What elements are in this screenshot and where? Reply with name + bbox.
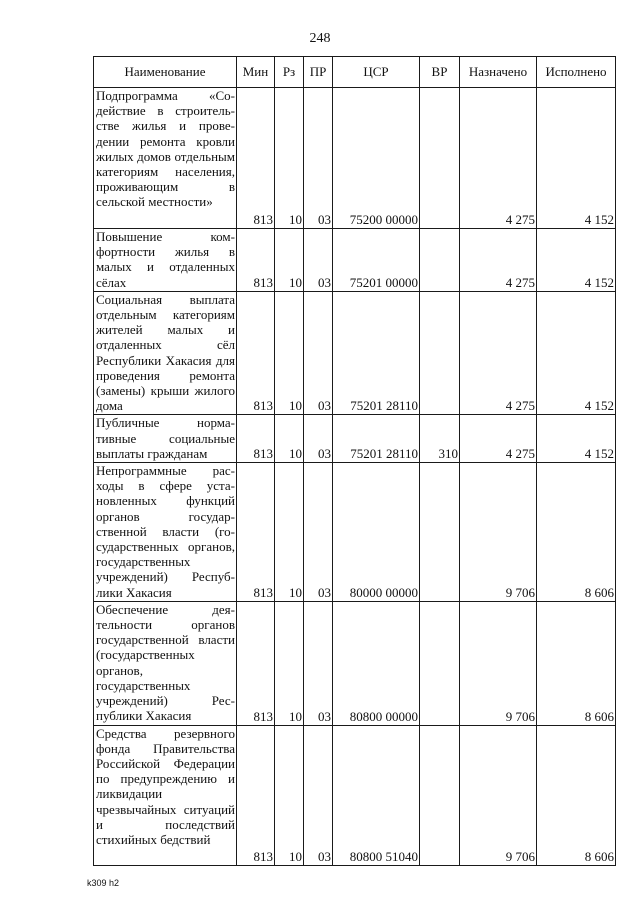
row-csr: 75201 00000 xyxy=(333,229,420,292)
row-min: 813 xyxy=(237,463,275,602)
row-csr: 75201 28110 xyxy=(333,291,420,415)
footer-code: k309 h2 xyxy=(87,878,120,888)
row-vr xyxy=(420,463,460,602)
row-min: 813 xyxy=(237,725,275,865)
row-csr: 75200 00000 xyxy=(333,88,420,229)
row-rz: 10 xyxy=(275,88,304,229)
page-number: 248 xyxy=(309,31,331,46)
row-vr xyxy=(420,725,460,865)
row-pr: 03 xyxy=(304,415,333,463)
row-vr xyxy=(420,291,460,415)
row-pr: 03 xyxy=(304,463,333,602)
row-csr: 80800 00000 xyxy=(333,601,420,725)
table-row xyxy=(94,725,616,865)
row-assigned: 4 275 xyxy=(460,229,537,292)
row-assigned: 9 706 xyxy=(460,601,537,725)
row-rz: 10 xyxy=(275,291,304,415)
table-row xyxy=(94,88,616,229)
table-row xyxy=(94,415,616,463)
row-assigned: 4 275 xyxy=(460,88,537,229)
row-assigned: 9 706 xyxy=(460,463,537,602)
row-name: Публичные нормативные социальные выплаты гражданам xyxy=(94,415,237,463)
row-min: 813 xyxy=(237,415,275,463)
row-rz: 10 xyxy=(275,463,304,602)
header-rz: Рз xyxy=(275,57,304,88)
row-assigned: 4 275 xyxy=(460,415,537,463)
header-min: Мин xyxy=(237,57,275,88)
row-pr: 03 xyxy=(304,725,333,865)
row-vr xyxy=(420,88,460,229)
row-name: Повышение комфортности жилья в малых и отдаленных сёлах xyxy=(94,229,237,292)
row-name: Непрограммные расходы в сфере установленных функций органов государственной власти (государственных органов, государственных учреждений) Республики Хакасия xyxy=(94,463,237,602)
row-min: 813 xyxy=(237,601,275,725)
header-executed: Исполнено xyxy=(537,57,616,88)
table-row xyxy=(94,229,616,292)
row-csr: 80000 00000 xyxy=(333,463,420,602)
budget-table xyxy=(93,56,616,866)
row-name: Средства резервного фонда Правительства Российской Федерации по предупреждению и ликвидации чрезвычайных ситуаций и последствий стихийных бедствий xyxy=(94,725,237,865)
table-row xyxy=(94,463,616,602)
row-rz: 10 xyxy=(275,601,304,725)
row-executed: 4 152 xyxy=(537,229,616,292)
row-executed: 4 152 xyxy=(537,415,616,463)
row-rz: 10 xyxy=(275,725,304,865)
row-min: 813 xyxy=(237,291,275,415)
row-pr: 03 xyxy=(304,601,333,725)
header-pr: ПР xyxy=(304,57,333,88)
row-name: Подпрограмма «Содействие в строительстве жилья и проведении ремонта кровли жилых домов отдельным категориям населения, проживающим в сельской местности» xyxy=(94,88,237,229)
row-vr xyxy=(420,229,460,292)
row-executed: 8 606 xyxy=(537,725,616,865)
row-name: Социальная выплата отдельным категориям жителей малых и отдаленных сёл Республики Хакасия для проведения ремонта (замены) крыши жилого дома xyxy=(94,291,237,415)
row-vr: 310 xyxy=(420,415,460,463)
row-rz: 10 xyxy=(275,415,304,463)
row-name: Обеспечение деятельности органов государственной власти (государственных органов, государственных учреждений) Республики Хакасия xyxy=(94,601,237,725)
row-pr: 03 xyxy=(304,88,333,229)
row-executed: 8 606 xyxy=(537,463,616,602)
row-executed: 4 152 xyxy=(537,291,616,415)
table-row xyxy=(94,291,616,415)
row-pr: 03 xyxy=(304,229,333,292)
row-vr xyxy=(420,601,460,725)
header-assigned: Назначено xyxy=(460,57,537,88)
row-executed: 8 606 xyxy=(537,601,616,725)
header-vr: ВР xyxy=(420,57,460,88)
table-header-row xyxy=(94,57,616,88)
row-assigned: 4 275 xyxy=(460,291,537,415)
header-csr: ЦСР xyxy=(333,57,420,88)
header-name: Наименование xyxy=(94,57,237,88)
row-rz: 10 xyxy=(275,229,304,292)
row-min: 813 xyxy=(237,88,275,229)
row-csr: 80800 51040 xyxy=(333,725,420,865)
row-min: 813 xyxy=(237,229,275,292)
row-assigned: 9 706 xyxy=(460,725,537,865)
row-pr: 03 xyxy=(304,291,333,415)
row-csr: 75201 28110 xyxy=(333,415,420,463)
table-row xyxy=(94,601,616,725)
row-executed: 4 152 xyxy=(537,88,616,229)
